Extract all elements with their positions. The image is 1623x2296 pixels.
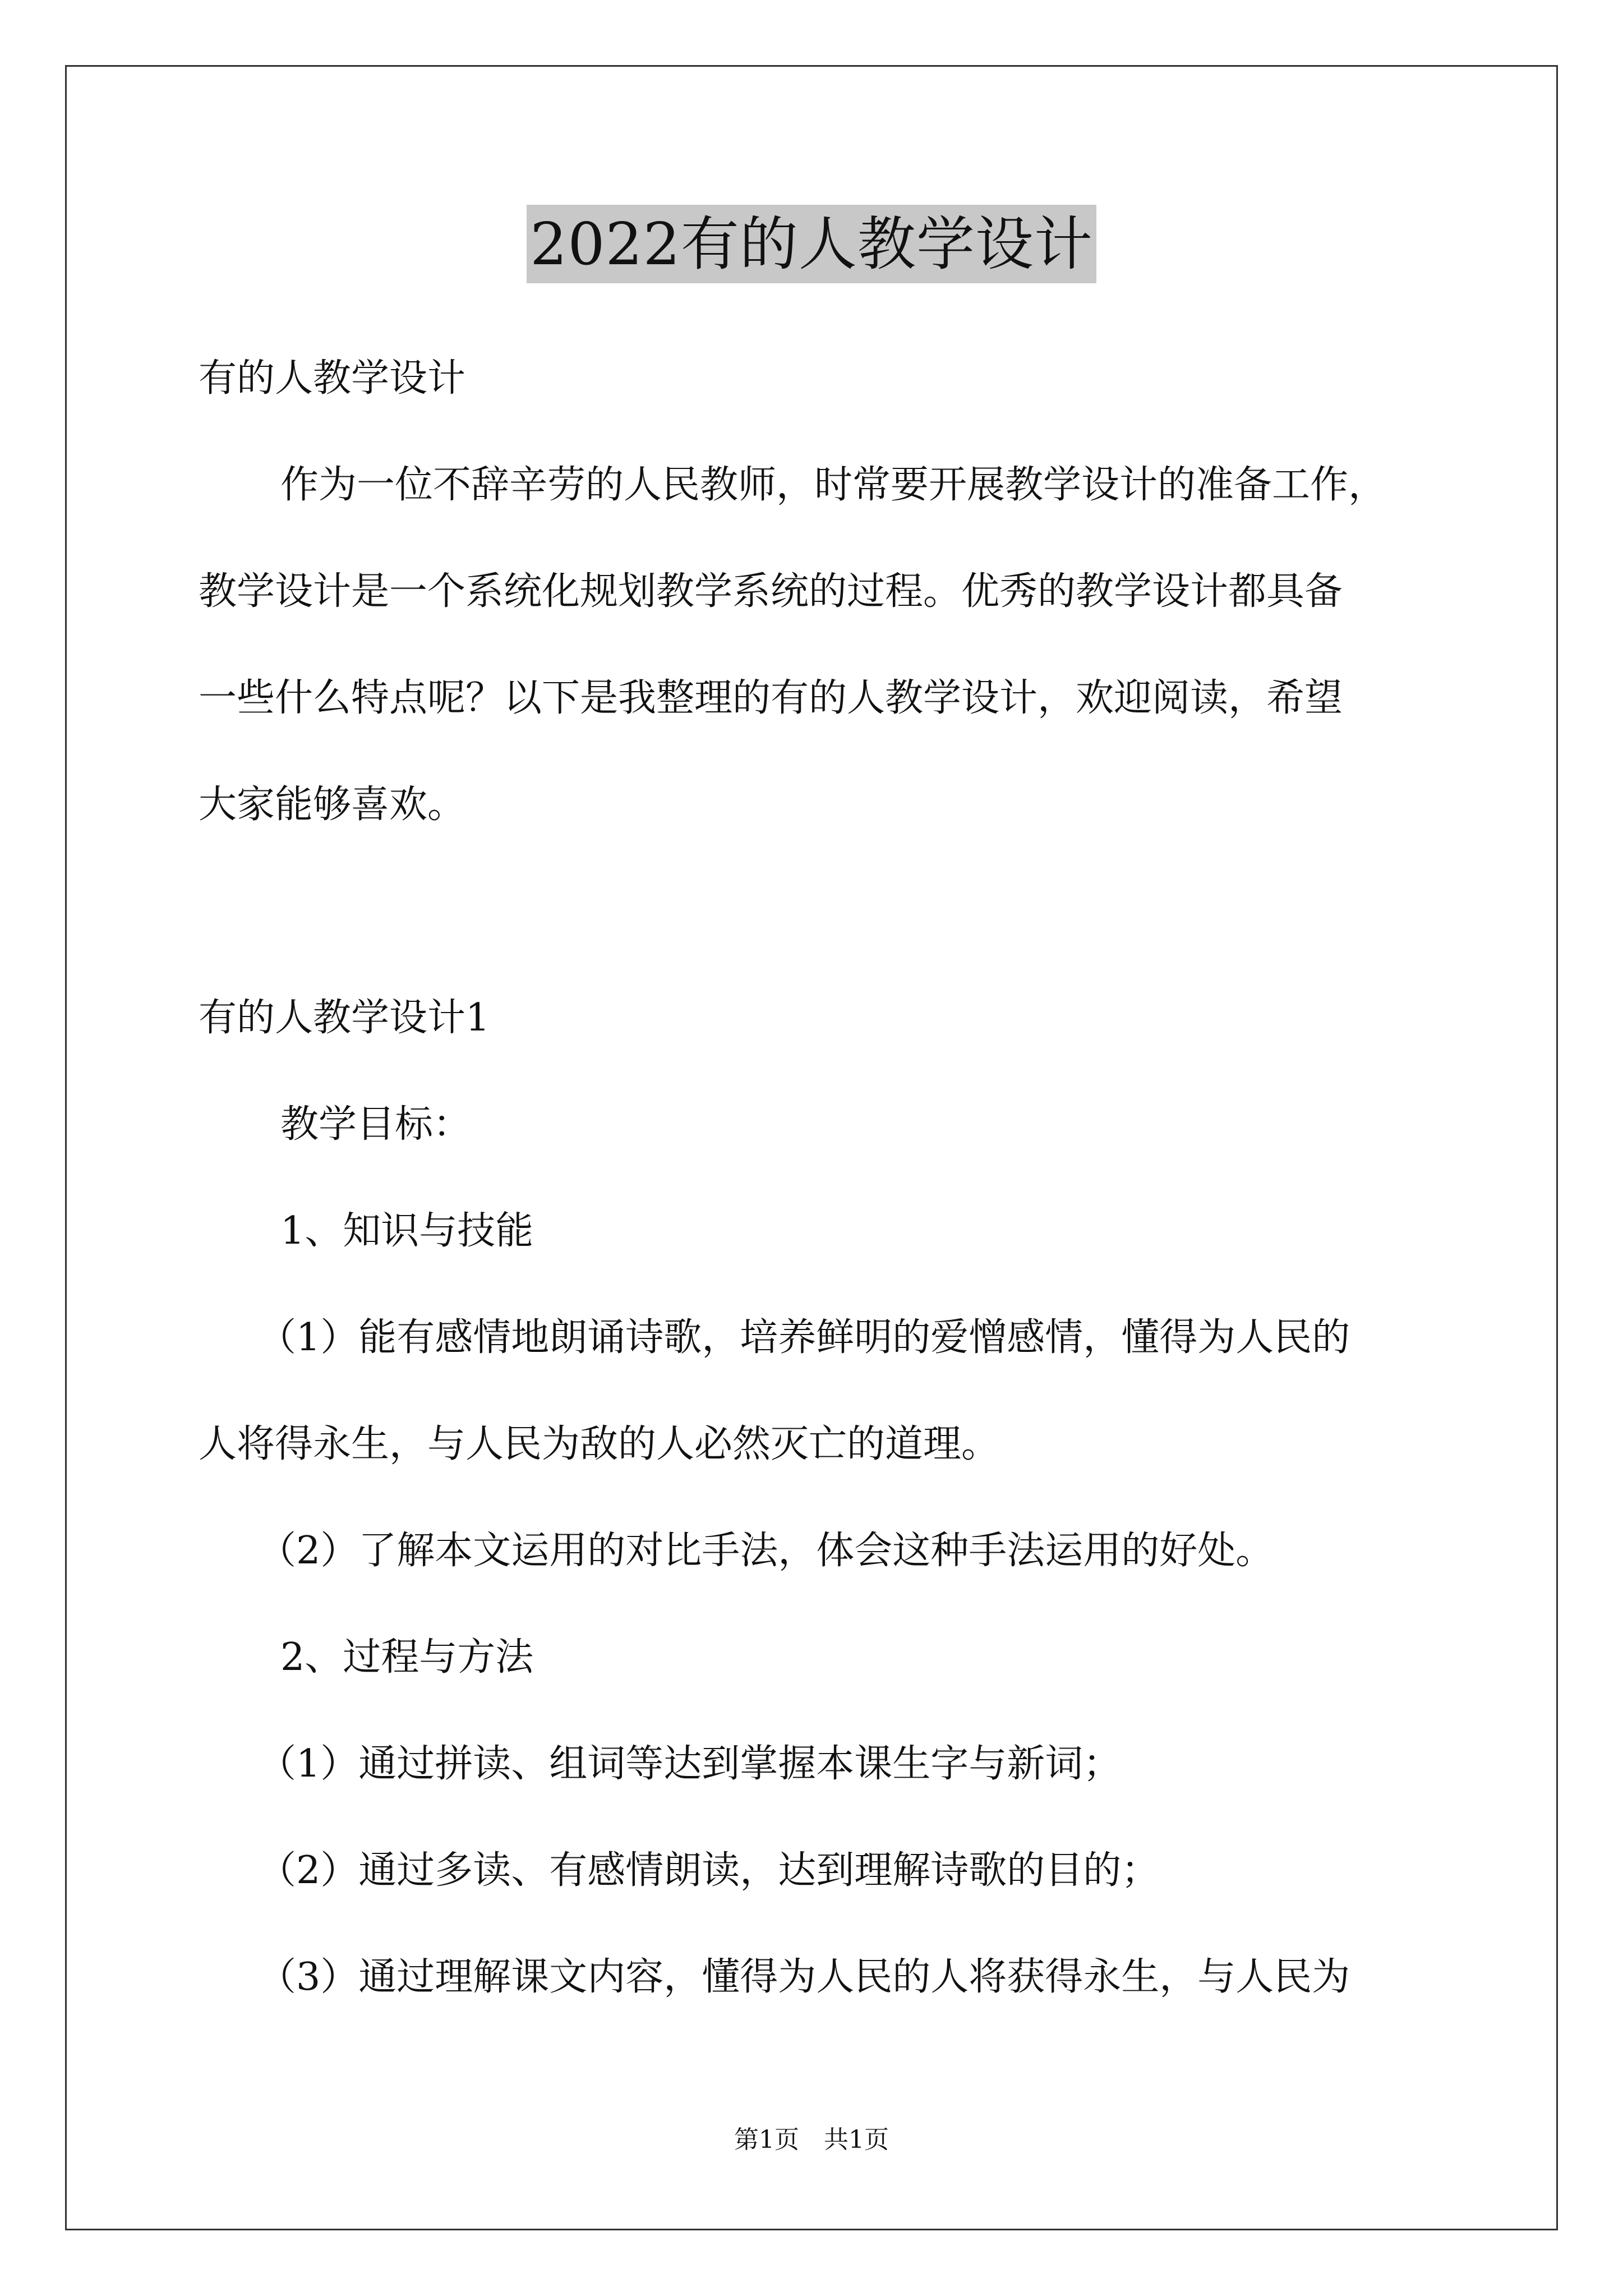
intro-line-1: 作为一位不辞辛劳的人民教师，时常要开展教学设计的准备工作，: [280, 463, 1387, 507]
objective-2-item-2: （2）通过多读、有感情朗读，达到理解诗歌的目的；: [258, 1848, 1160, 1893]
page-total: 共1页: [824, 2125, 889, 2154]
objectives-heading: 教学目标：: [280, 1102, 472, 1147]
subtitle: 有的人教学设计: [199, 356, 466, 401]
objective-1-item-1-line-1: （1）能有感情地朗诵诗歌，培养鲜明的爱憎感情，懂得为人民的: [258, 1315, 1350, 1360]
objective-1-item-1-line-2: 人将得永生，与人民为敌的人必然灭亡的道理。: [199, 1422, 1000, 1466]
intro-line-4: 大家能够喜欢。: [199, 783, 466, 827]
document-title: 2022有的人教学设计: [527, 205, 1096, 283]
intro-line-2: 教学设计是一个系统化规划教学系统的过程。优秀的教学设计都具备: [199, 569, 1343, 614]
page-footer: [0, 2123, 1623, 2157]
intro-line-3: 一些什么特点呢？以下是我整理的有的人教学设计，欢迎阅读，希望: [199, 676, 1343, 720]
section-heading: 有的人教学设计1: [199, 996, 490, 1040]
page-number: 第1页: [734, 2125, 799, 2154]
objective-2-heading: 2、过程与方法: [280, 1635, 534, 1680]
objective-1-heading: 1、知识与技能: [280, 1209, 534, 1253]
objective-2-item-3: （3）通过理解课文内容，懂得为人民的人将获得永生，与人民为: [258, 1955, 1350, 1999]
objective-1-item-2: （2）了解本文运用的对比手法，体会这种手法运用的好处。: [258, 1529, 1274, 1573]
title-wrapper: [0, 205, 1623, 283]
objective-2-item-1: （1）通过拼读、组词等达到掌握本课生字与新词；: [258, 1742, 1122, 1786]
